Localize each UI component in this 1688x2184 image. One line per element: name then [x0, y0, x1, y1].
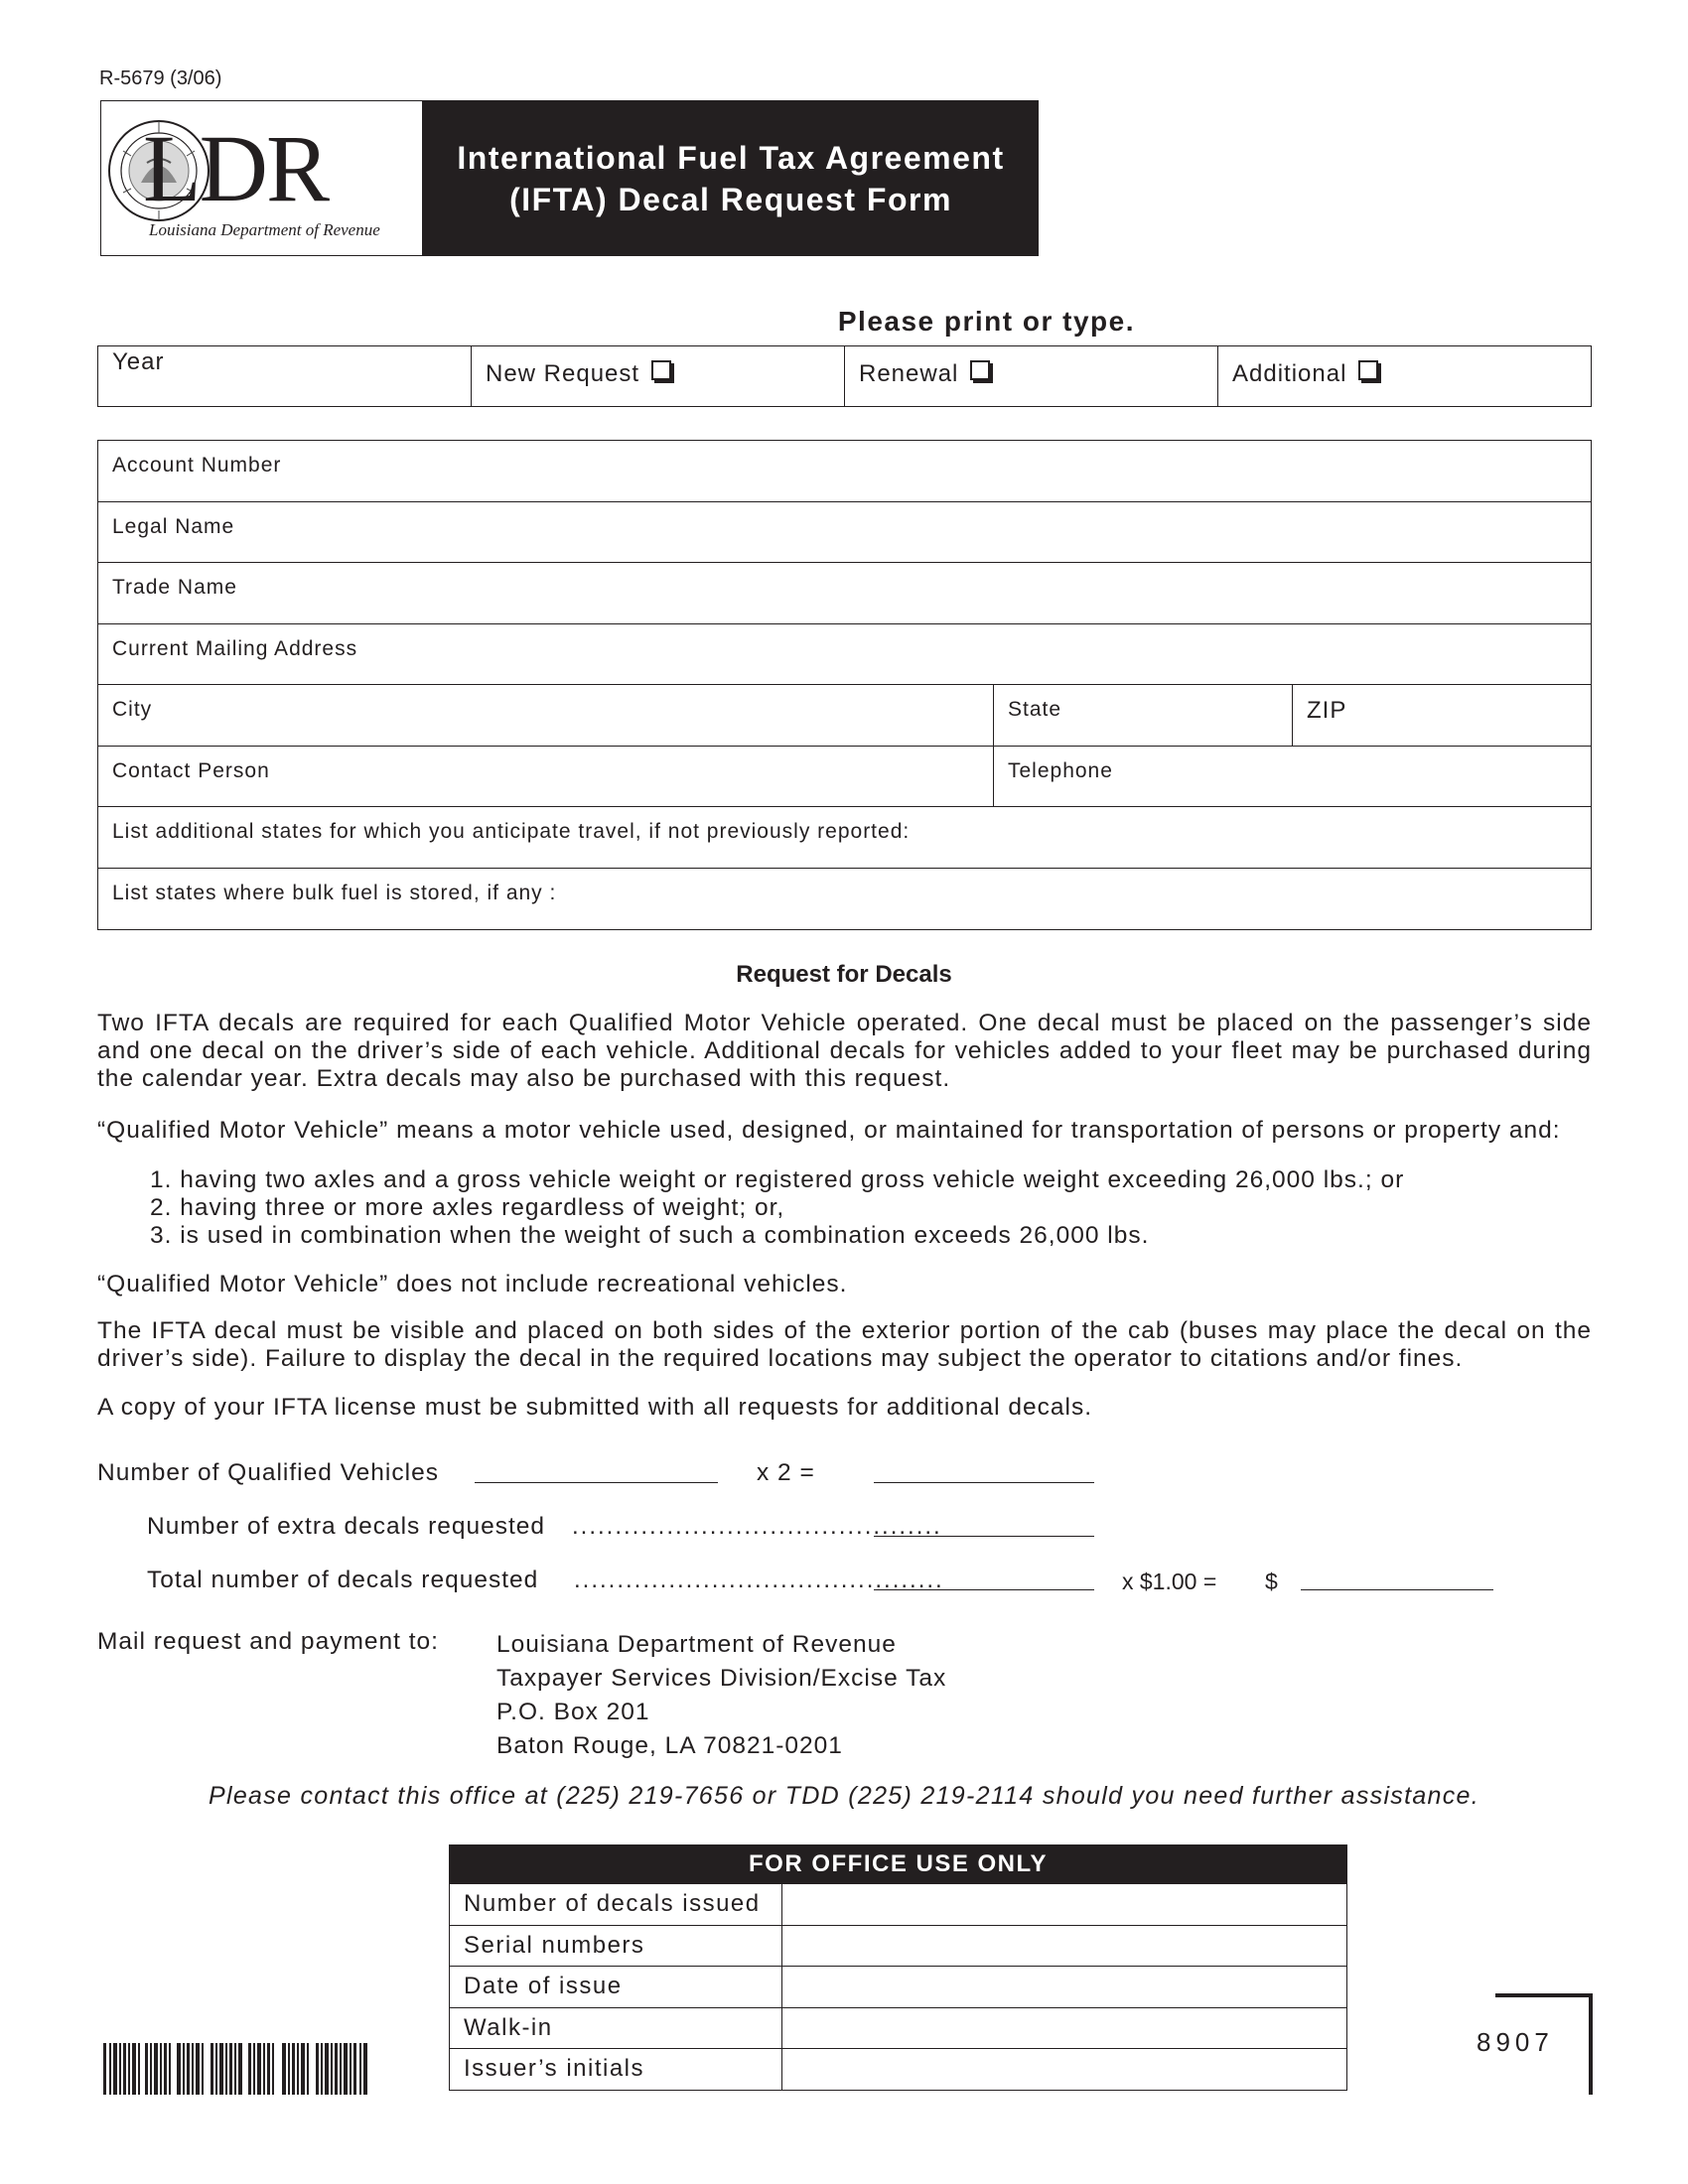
qualified-vehicles-input[interactable]	[475, 1482, 718, 1483]
decals-paragraph-4: The IFTA decal must be visible and placed on both sides of the exterior portion of the cab (buses may place the decal on the driver’s side). Failure to display the decal in the required locations may subject the operator to citations and/or fines.	[97, 1317, 1592, 1372]
new-request-checkbox[interactable]	[651, 360, 671, 380]
trade-name-field[interactable]	[98, 563, 1591, 623]
ldr-logo	[100, 100, 423, 256]
request-type-row	[97, 345, 1592, 407]
qualified-vehicles-label: Number of Qualified Vehicles	[97, 1459, 439, 1486]
office-row-label: Date of issue	[450, 1967, 782, 2007]
form-number: R-5679 (3/06)	[99, 68, 222, 89]
zip-field[interactable]	[1292, 685, 1591, 746]
contact-person-field[interactable]	[98, 747, 993, 807]
office-use-table	[449, 1844, 1347, 2091]
telephone-label: Telephone	[1008, 758, 1113, 782]
mail-address-line: Baton Rouge, LA 70821-0201	[496, 1732, 843, 1759]
year-field[interactable]	[98, 346, 472, 406]
leader-dots: ...........................................	[574, 1567, 944, 1593]
office-row-label: Issuer’s initials	[450, 2049, 782, 2090]
table-row	[450, 1925, 1346, 1967]
bulk-fuel-states-field[interactable]	[98, 869, 1591, 930]
renewal-checkbox[interactable]	[970, 360, 990, 380]
logo-text: LDR	[143, 115, 328, 221]
date-of-issue-field[interactable]	[782, 1967, 1346, 2007]
city-field[interactable]	[98, 685, 993, 746]
qualified-vehicle-list	[150, 1166, 1580, 1250]
list-item: 2. having three or more axles regardless of weight; or,	[150, 1194, 785, 1221]
renewal-label: Renewal	[859, 360, 959, 387]
taxpayer-info-table	[97, 440, 1592, 930]
logo-subtitle: Louisiana Department of Revenue	[149, 220, 380, 239]
total-amount-input[interactable]	[1301, 1589, 1493, 1590]
year-label: Year	[112, 348, 165, 375]
additional-label: Additional	[1232, 360, 1347, 387]
mail-address	[496, 1628, 946, 1763]
extra-decals-input[interactable]	[874, 1536, 1094, 1537]
list-item: 3. is used in combination when the weight of such a combination exceeds 26,000 lbs.	[150, 1222, 1150, 1249]
table-row	[450, 1883, 1346, 1925]
decals-paragraph-2: “Qualified Motor Vehicle” means a motor vehicle used, designed, or maintained for transportation of persons or property and:	[97, 1117, 1561, 1144]
decals-paragraph-3: “Qualified Motor Vehicle” does not include recreational vehicles.	[97, 1271, 848, 1297]
office-row-label: Serial numbers	[450, 1926, 782, 1967]
title-line-1: International Fuel Tax Agreement	[457, 139, 1005, 176]
decals-issued-field[interactable]	[782, 1884, 1346, 1925]
additional-checkbox[interactable]	[1358, 360, 1378, 380]
table-row	[450, 1966, 1346, 2007]
additional-option[interactable]	[1218, 346, 1591, 406]
state-label: State	[1008, 698, 1062, 721]
new-request-label: New Request	[486, 360, 640, 387]
form-title	[423, 100, 1039, 256]
vehicle-decals-result-input[interactable]	[874, 1482, 1094, 1483]
title-line-2: (IFTA) Decal Request Form	[509, 181, 952, 217]
city-label: City	[112, 698, 153, 721]
print-instruction: Please print or type.	[837, 306, 1135, 337]
decals-paragraph-5: A copy of your IFTA license must be submitted with all requests for additional decals.	[97, 1394, 1093, 1421]
table-row	[450, 2007, 1346, 2049]
zip-label: ZIP	[1307, 697, 1347, 724]
office-row-label: Walk-in	[450, 2008, 782, 2049]
multiplier-label: x 2 =	[757, 1459, 815, 1486]
total-decals-input[interactable]	[874, 1589, 1094, 1590]
currency-symbol: $	[1265, 1569, 1278, 1594]
renewal-option[interactable]	[845, 346, 1218, 406]
additional-states-label: List additional states for which you anticipate travel, if not previously reported:	[112, 820, 911, 843]
new-request-option[interactable]	[472, 346, 845, 406]
trade-name-label: Trade Name	[112, 576, 237, 599]
account-number-label: Account Number	[112, 454, 282, 477]
office-row-label: Number of decals issued	[450, 1884, 782, 1925]
mail-address-line: P.O. Box 201	[496, 1699, 650, 1725]
serial-numbers-field[interactable]	[782, 1926, 1346, 1967]
issuer-initials-field[interactable]	[782, 2049, 1346, 2090]
list-item: 1. having two axles and a gross vehicle weight or registered gross vehicle weight exceeding 26,000 lbs.; or	[150, 1166, 1405, 1193]
mail-address-line: Louisiana Department of Revenue	[496, 1631, 897, 1658]
table-row	[450, 2048, 1346, 2090]
office-use-heading: FOR OFFICE USE ONLY	[450, 1845, 1346, 1883]
mailing-address-field[interactable]	[98, 624, 1591, 685]
leader-dots: ...........................................	[572, 1513, 942, 1540]
extra-decals-label: Number of extra decals requested	[147, 1513, 546, 1540]
legal-name-field[interactable]	[98, 502, 1591, 563]
telephone-field[interactable]	[993, 747, 1591, 807]
decals-heading: Request for Decals	[736, 961, 952, 988]
mail-address-line: Taxpayer Services Division/Excise Tax	[496, 1665, 947, 1692]
state-field[interactable]	[993, 685, 1292, 746]
mailing-address-label: Current Mailing Address	[112, 636, 358, 660]
price-label: x $1.00 =	[1122, 1569, 1217, 1594]
form-code: 8907	[1477, 2027, 1554, 2057]
additional-states-field[interactable]	[98, 807, 1591, 868]
legal-name-label: Legal Name	[112, 514, 235, 538]
bulk-fuel-states-label: List states where bulk fuel is stored, if any :	[112, 881, 557, 904]
total-decals-label: Total number of decals requested	[147, 1567, 539, 1593]
barcode-icon	[103, 2043, 369, 2095]
account-number-field[interactable]	[98, 441, 1591, 501]
mail-to-label: Mail request and payment to:	[97, 1628, 439, 1655]
walk-in-field[interactable]	[782, 2008, 1346, 2049]
contact-note: Please contact this office at (225) 219-7656 or TDD (225) 219-2114 should you need further assistance.	[208, 1782, 1480, 1810]
contact-person-label: Contact Person	[112, 758, 270, 782]
decals-paragraph-1: Two IFTA decals are required for each Qualified Motor Vehicle operated. One decal must be placed on the passenger’s side and one decal on the driver’s side of each vehicle. Additional decals for vehicles added to your fleet may be purchased during the calendar year. Extra decals may also be purchased with this request.	[97, 1010, 1592, 1092]
